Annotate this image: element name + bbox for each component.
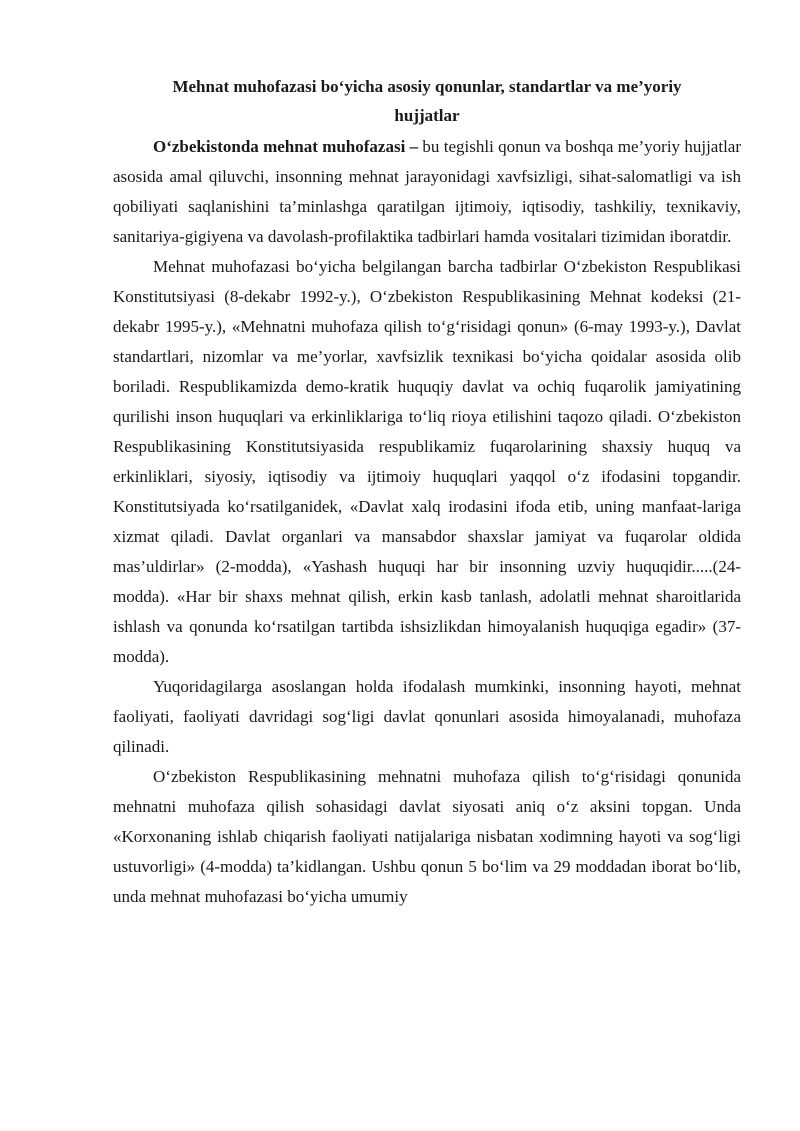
paragraph-protection: Yuqoridagilarga asoslangan holda ifodalash mumkinki, insonning hayoti, mehnat faoliyati, faoliyati davridagi sog‘ligi davlat qonunlari asosida himoyalanadi, muhofaza qilinadi. (113, 677, 741, 756)
title-line-2: hujjatlar (394, 106, 460, 125)
title-line-1: Mehnat muhofazasi bo‘yicha asosiy qonunlar, standartlar va me’yoriy (172, 77, 682, 96)
definition-lead-term: O‘zbekistonda mehnat muhofazasi – (153, 137, 419, 156)
paragraph-definition (113, 132, 741, 252)
paragraph-legal-basis: Mehnat muhofazasi bo‘yicha belgilangan barcha tadbirlar O‘zbekiston Respublikasi Konstitutsiyasi (8-dekabr 1992-y.), O‘zbekiston Respublikasining Mehnat kodeksi (21-dekabr 1995-y.), «Mehnatni muhofaza qilish to‘g‘risidagi qonun» (6-may 1993-y.), Davlat standartlari, nizomlar va me’yorlar, xavfsizlik texnikasi bo‘yicha qoidalar asosida olib boriladi. Respublikamizda demo-kratik huquqiy davlat va ochiq fuqarolik jamiyatining qurilishi inson huquqlari va erkinliklariga to‘liq rioya etilishini taqozo qiladi. O‘zbekiston Respublikasining Konstitutsiyasida respublikamiz fuqarolarining shaxsiy huquq va erkinliklari, siyosiy, iqtisodiy va ijtimoiy huquqlari yaqqol o‘z ifodasini topgandir. Konstitutsiyada ko‘rsatilganidek, «Davlat xalq irodasini ifoda etib, uning manfaat-lariga xizmat qiladi. Davlat organlari va mansabdor shaxslar jamiyat va fuqarolar oldida mas’uldirlar» (2-modda), «Yashash huquqi har bir insonning uzviy huquqidir.....(24-modda). «Har bir shaxs mehnat qilish, erkin kasb tanlash, adolatli mehnat sharoitlarida ishlash va qonunda ko‘rsatilgan tartibda ishsizlikdan himoyalanish huquqiga egadir» (37-modda). (113, 257, 741, 666)
paragraph-law-summary: O‘zbekiston Respublikasining mehnatni muhofaza qilish to‘g‘risidagi qonunida mehnatni muhofaza qilish sohasidagi davlat siyosati aniq o‘z aksini topgan. Unda «Korxonaning ishlab chiqarish faoliyati natijalariga nisbatan xodimning hayoti va sog‘ligi ustuvorligi» (4-modda) ta’kidlangan. Ushbu qonun 5 bo‘lim va 29 moddadan iborat bo‘lib, unda mehnat muhofazasi bo‘yicha umumiy (113, 767, 741, 906)
document-page (113, 72, 741, 912)
definition-text: bu tegishli qonun va boshqa me’yoriy hujjatlar asosida amal qiluvchi, insonning mehnat jarayonidagi xavfsizligi, sihat-salomatligi va ish qobiliyati saqlanishini ta’minlashga qaratilgan ijtimoiy, iqtisodiy, tashkiliy, texnikaviy, sanitariya-gigiyena va davolash-profilaktika tadbirlari hamda vositalari tizimidan iboratdir. (113, 137, 742, 246)
document-title (113, 72, 741, 130)
